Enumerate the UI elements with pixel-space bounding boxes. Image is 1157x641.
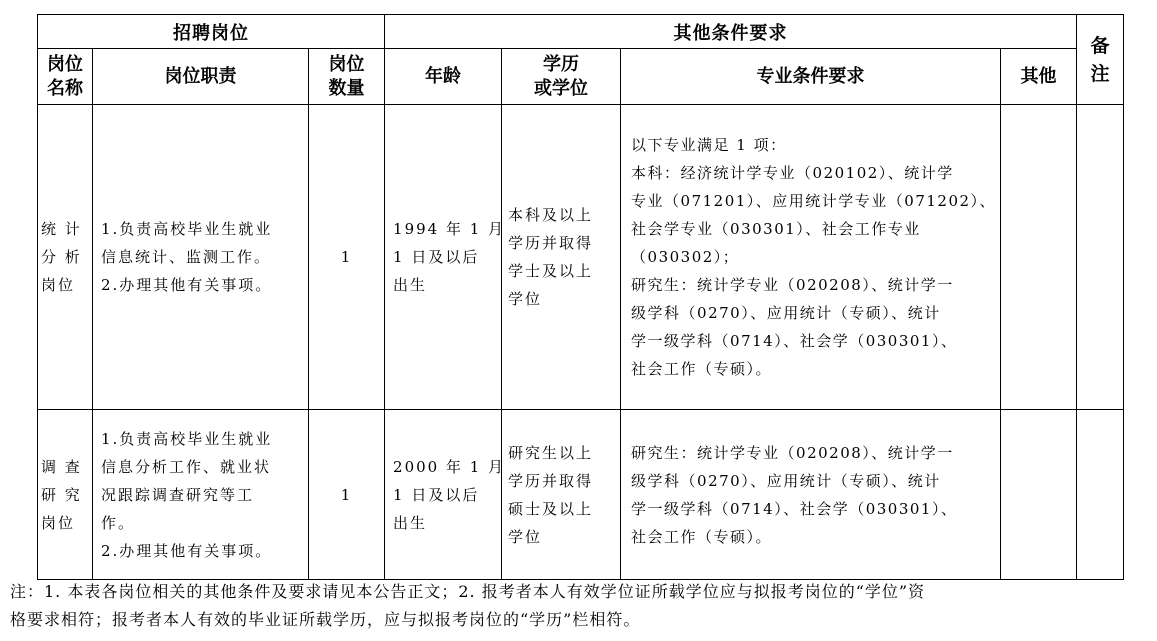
column-header-count: 岗位 数量	[309, 49, 385, 105]
count-cell: 1	[309, 105, 385, 410]
duty-cell: 1.负责高校毕业生就业 信息分析工作、就业状 况跟踪调查研究等工 作。 2.办理其他有关事项。	[93, 410, 309, 580]
education-cell: 本科及以上 学历并取得 学士及以上 学位	[502, 105, 621, 410]
major-requirements-cell: 以下专业满足 1 项： 本科：经济统计学专业（020102）、统计学 专业（071201）、应用统计学专业（071202）、 社会学专业（030301）、社会工作专业 （030302）； 研究生：统计学专业（020208）、统计学一 级学科（0270）、应用统计（专硕）、统计 学一级学科（0714）、社会学（030301）、 社会工作（专硕）。	[621, 105, 1001, 410]
position-name-cell: 调 查 研 究 岗位	[38, 410, 93, 580]
other-cell	[1001, 410, 1077, 580]
column-header-other: 其他	[1001, 49, 1077, 105]
remark-cell	[1077, 410, 1124, 580]
count-cell: 1	[309, 410, 385, 580]
column-header-remark: 备 注	[1077, 15, 1124, 105]
major-requirements-cell: 研究生：统计学专业（020208）、统计学一 级学科（0270）、应用统计（专硕）、统计 学一级学科（0714）、社会学（030301）、 社会工作（专硕）。	[621, 410, 1001, 580]
footnote	[10, 578, 1150, 634]
column-header-age: 年龄	[385, 49, 502, 105]
group-header-recruit: 招聘岗位	[38, 15, 385, 49]
other-cell	[1001, 105, 1077, 410]
age-cell: 1994 年 1 月 1 日及以后 出生	[385, 105, 502, 410]
remark-cell	[1077, 105, 1124, 410]
recruitment-table	[37, 14, 1124, 580]
table-row	[38, 105, 1124, 410]
column-header-duty: 岗位职责	[93, 49, 309, 105]
footnote-line: 格要求相符；报考者本人有效的毕业证所载学历，应与拟报考岗位的“学历”栏相符。	[10, 610, 641, 629]
age-cell: 2000 年 1 月 1 日及以后 出生	[385, 410, 502, 580]
column-header-major-requirements: 专业条件要求	[621, 49, 1001, 105]
column-header-position-name: 岗位 名称	[38, 49, 93, 105]
education-cell: 研究生以上 学历并取得 硕士及以上 学位	[502, 410, 621, 580]
column-header-education: 学历 或学位	[502, 49, 621, 105]
position-name-cell: 统 计 分 析 岗位	[38, 105, 93, 410]
table-row	[38, 410, 1124, 580]
group-header-other-conditions: 其他条件要求	[385, 15, 1077, 49]
footnote-line: 注：1. 本表各岗位相关的其他条件及要求请见本公告正文；2. 报考者本人有效学位证所载学位应与拟报考岗位的“学位”资	[10, 582, 926, 601]
duty-cell: 1.负责高校毕业生就业 信息统计、监测工作。 2.办理其他有关事项。	[93, 105, 309, 410]
